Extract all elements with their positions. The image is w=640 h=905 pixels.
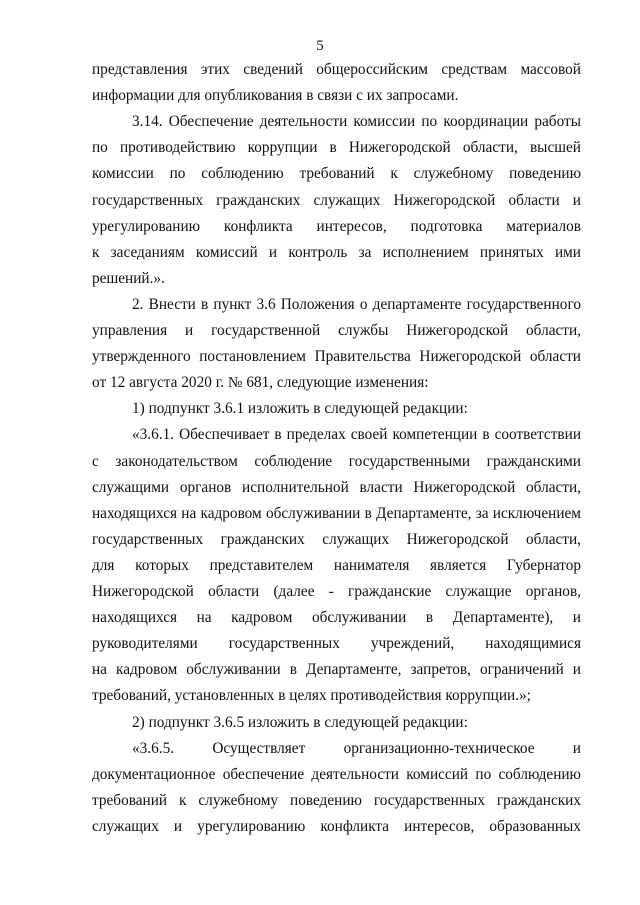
text-line: комиссии по соблюдению требований к служебному поведению: [92, 165, 581, 183]
text-line: «3.6.5. Осуществляет организационно-техническое и: [132, 739, 581, 757]
text-line: документационное обеспечение деятельности комиссий по соблюдению: [92, 765, 581, 783]
text-line: для которых представителем нанимателя является Губернатор: [92, 556, 581, 574]
page-number: 5: [316, 38, 324, 54]
text-line: утвержденного постановлением Правительства Нижегородской области: [92, 348, 581, 366]
text-line: государственных гражданских служащих Нижегородской области и: [92, 191, 581, 209]
text-line: находящихся на кадровом обслуживании в Департаменте), и: [92, 609, 581, 627]
text-line: решений.».: [92, 269, 165, 287]
text-line: 2) подпункт 3.6.5 изложить в следующей редакции:: [132, 713, 468, 731]
text-line: представления этих сведений общероссийским средствам массовой: [92, 61, 581, 78]
text-line: требований к служебному поведению государственных гражданских: [92, 791, 581, 809]
text-line: урегулированию конфликта интересов, подготовка материалов: [92, 217, 581, 235]
text-line: служащими органов исполнительной власти Нижегородской области,: [92, 478, 581, 496]
text-line: по противодействию коррупции в Нижегородской области, высшей: [92, 139, 581, 157]
text-line: 2. Внести в пункт 3.6 Положения о департаменте государственного: [132, 295, 581, 313]
text-line: государственных гражданских служащих Нижегородской области,: [92, 530, 581, 548]
text-line: требований, установленных в целях противодействия коррупции.»;: [92, 687, 531, 705]
text-line: «3.6.1. Обеспечивает в пределах своей компетенции в соответствии: [132, 426, 581, 444]
text-line: служащих и урегулированию конфликта интересов, образованных: [92, 817, 581, 835]
text-line: Нижегородской области (далее - гражданские служащие органов,: [92, 583, 581, 600]
text-line: 3.14. Обеспечение деятельности комиссии по координации работы: [132, 113, 581, 131]
text-line: с законодательством соблюдение государственными гражданскими: [92, 452, 581, 470]
text-line: управления и государственной службы Нижегородской области,: [92, 322, 581, 339]
text-line: 1) подпункт 3.6.1 изложить в следующей редакции:: [132, 400, 468, 418]
text-line: к заседаниям комиссий и контроль за исполнением принятых ими: [92, 243, 581, 261]
text-line: находящихся на кадровом обслуживании в Департаменте, за исключением: [92, 504, 581, 522]
text-line: руководителями государственных учреждений, находящимися: [92, 635, 581, 653]
text-line: информации для опубликования в связи с их запросами.: [92, 87, 459, 105]
text-line: на кадровом обслуживании в Департаменте, запретов, ограничений и: [92, 661, 581, 679]
text-line: от 12 августа 2020 г. № 681, следующие изменения:: [92, 374, 429, 392]
